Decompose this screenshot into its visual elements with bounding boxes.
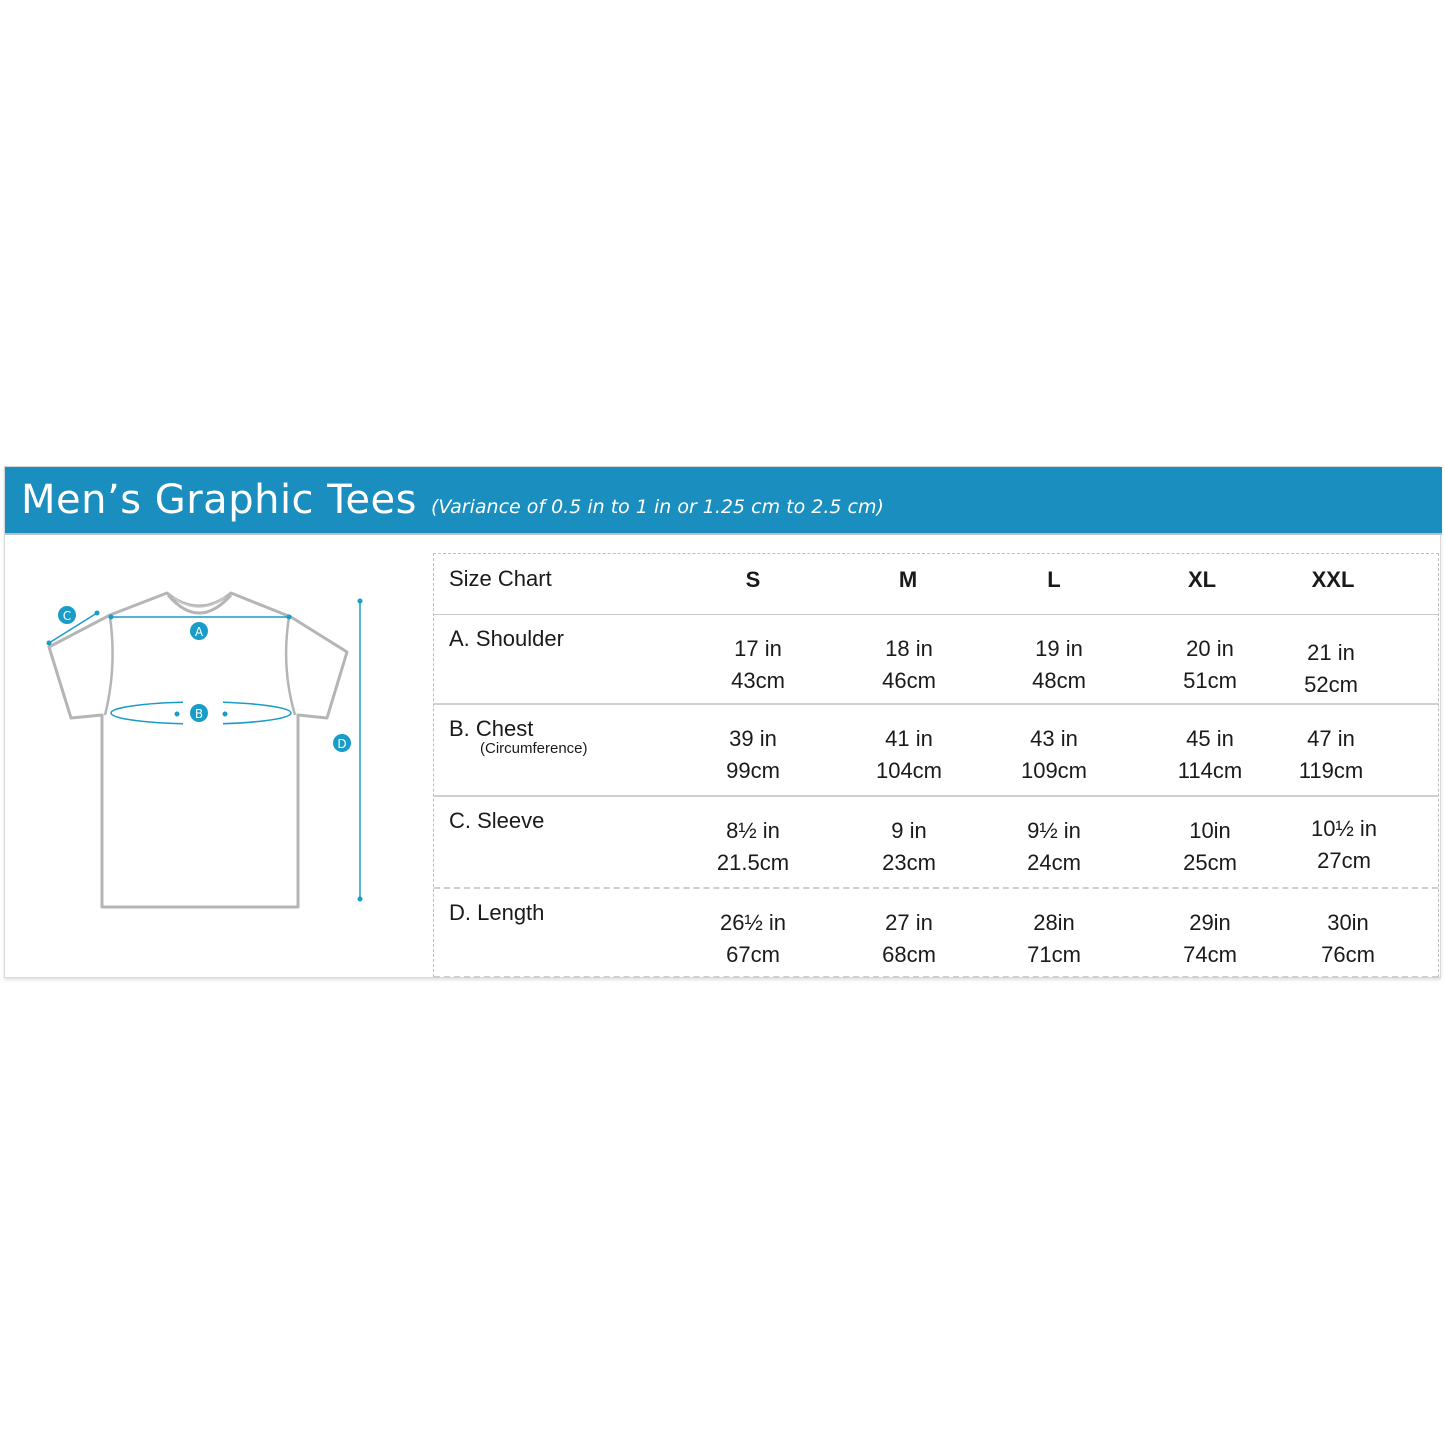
marker-b-label: B <box>194 707 204 721</box>
table-cell <box>844 723 974 787</box>
row-label: B. Chest <box>449 716 534 741</box>
value-cm: 67cm <box>726 942 780 967</box>
sleeve-point-left <box>47 641 52 646</box>
size-header-xl: XL <box>1187 567 1217 592</box>
tshirt-outline <box>49 593 347 907</box>
size-header-s: S <box>745 567 761 592</box>
value-cm: 99cm <box>726 758 780 783</box>
marker-a-label: A <box>194 625 204 639</box>
table-row-chest <box>434 705 1438 797</box>
value-cm: 71cm <box>1027 942 1081 967</box>
value-in: 8½ in <box>726 818 780 843</box>
value-cm: 25cm <box>1183 850 1237 875</box>
size-chart-card <box>4 466 1441 978</box>
table-cell <box>1266 637 1396 701</box>
table-row-shoulder <box>434 615 1438 705</box>
row-label: C. Sleeve <box>449 808 545 833</box>
value-in: 27 in <box>885 910 933 935</box>
variance-note: (Variance of 0.5 in to 1 in or 1.25 cm to 2.5 cm) <box>430 496 884 518</box>
value-in: 21 in <box>1307 640 1355 665</box>
value-cm: 23cm <box>882 850 936 875</box>
table-cell <box>1283 907 1413 971</box>
row-label: A. Shoulder <box>449 626 564 651</box>
value-in: 43 in <box>1030 726 1078 751</box>
value-in: 17 in <box>734 636 782 661</box>
size-table <box>433 553 1439 977</box>
table-header-row <box>434 554 1438 615</box>
table-cell <box>693 633 823 697</box>
value-in: 29in <box>1189 910 1231 935</box>
value-cm: 114cm <box>1177 758 1243 783</box>
table-cell <box>989 907 1119 971</box>
chart-header <box>5 467 1442 535</box>
value-cm: 76cm <box>1321 942 1375 967</box>
table-cell <box>1145 633 1275 697</box>
value-in: 9 in <box>891 818 927 843</box>
value-cm: 74cm <box>1183 942 1237 967</box>
table-cell <box>994 633 1124 697</box>
value-cm: 119cm <box>1298 758 1364 783</box>
value-in: 18 in <box>885 636 933 661</box>
shoulder-point-right <box>287 615 292 620</box>
table-cell <box>989 815 1119 879</box>
page-title: Men’s Graphic Tees <box>21 477 417 523</box>
table-cell <box>844 633 974 697</box>
table-cell <box>1145 815 1275 879</box>
value-cm: 109cm <box>1020 758 1088 783</box>
value-in: 47 in <box>1307 726 1355 751</box>
table-cell <box>688 723 818 787</box>
size-chart-label: Size Chart <box>449 566 552 591</box>
marker-d-label: D <box>337 737 347 751</box>
row-sublabel: (Circumference) <box>480 740 588 757</box>
tshirt-diagram <box>5 537 425 977</box>
size-header-l: L <box>1047 567 1061 592</box>
value-in: 45 in <box>1186 726 1234 751</box>
chest-point-left <box>175 712 180 717</box>
value-in: 10in <box>1189 818 1231 843</box>
value-cm: 46cm <box>882 668 936 693</box>
value-in: 19 in <box>1035 636 1083 661</box>
value-in: 26½ in <box>719 910 787 935</box>
table-cell <box>844 815 974 879</box>
value-in: 9½ in <box>1027 818 1081 843</box>
length-point-bottom <box>358 897 363 902</box>
value-in: 41 in <box>885 726 933 751</box>
size-header-m: M <box>898 567 918 592</box>
table-row-length <box>434 889 1438 978</box>
value-in: 10½ in <box>1310 816 1378 841</box>
table-cell <box>1145 723 1275 787</box>
marker-c-label: C <box>62 609 72 623</box>
value-cm: 27cm <box>1317 848 1371 873</box>
value-cm: 52cm <box>1304 672 1358 697</box>
value-cm: 48cm <box>1032 668 1086 693</box>
table-cell <box>989 723 1119 787</box>
value-cm: 21.5cm <box>716 850 790 875</box>
value-cm: 24cm <box>1027 850 1081 875</box>
value-in: 20 in <box>1186 636 1234 661</box>
sleeve-point-right <box>95 611 100 616</box>
value-cm: 51cm <box>1183 668 1237 693</box>
table-row-sleeve <box>434 797 1438 889</box>
value-in: 28in <box>1033 910 1075 935</box>
table-cell <box>1279 813 1409 877</box>
table-cell <box>844 907 974 971</box>
table-cell <box>1266 723 1396 787</box>
value-cm: 43cm <box>731 668 785 693</box>
table-cell <box>1145 907 1275 971</box>
value-cm: 104cm <box>875 758 943 783</box>
value-in: 30in <box>1327 910 1369 935</box>
table-cell <box>688 815 818 879</box>
value-cm: 68cm <box>882 942 936 967</box>
length-point-top <box>358 599 363 604</box>
size-header-xxl: XXL <box>1311 567 1355 592</box>
shoulder-point-left <box>109 615 114 620</box>
tshirt-measurement-illustration <box>5 537 425 977</box>
value-in: 39 in <box>729 726 777 751</box>
row-label: D. Length <box>449 900 545 925</box>
chest-point-right <box>223 712 228 717</box>
table-cell <box>688 907 818 971</box>
